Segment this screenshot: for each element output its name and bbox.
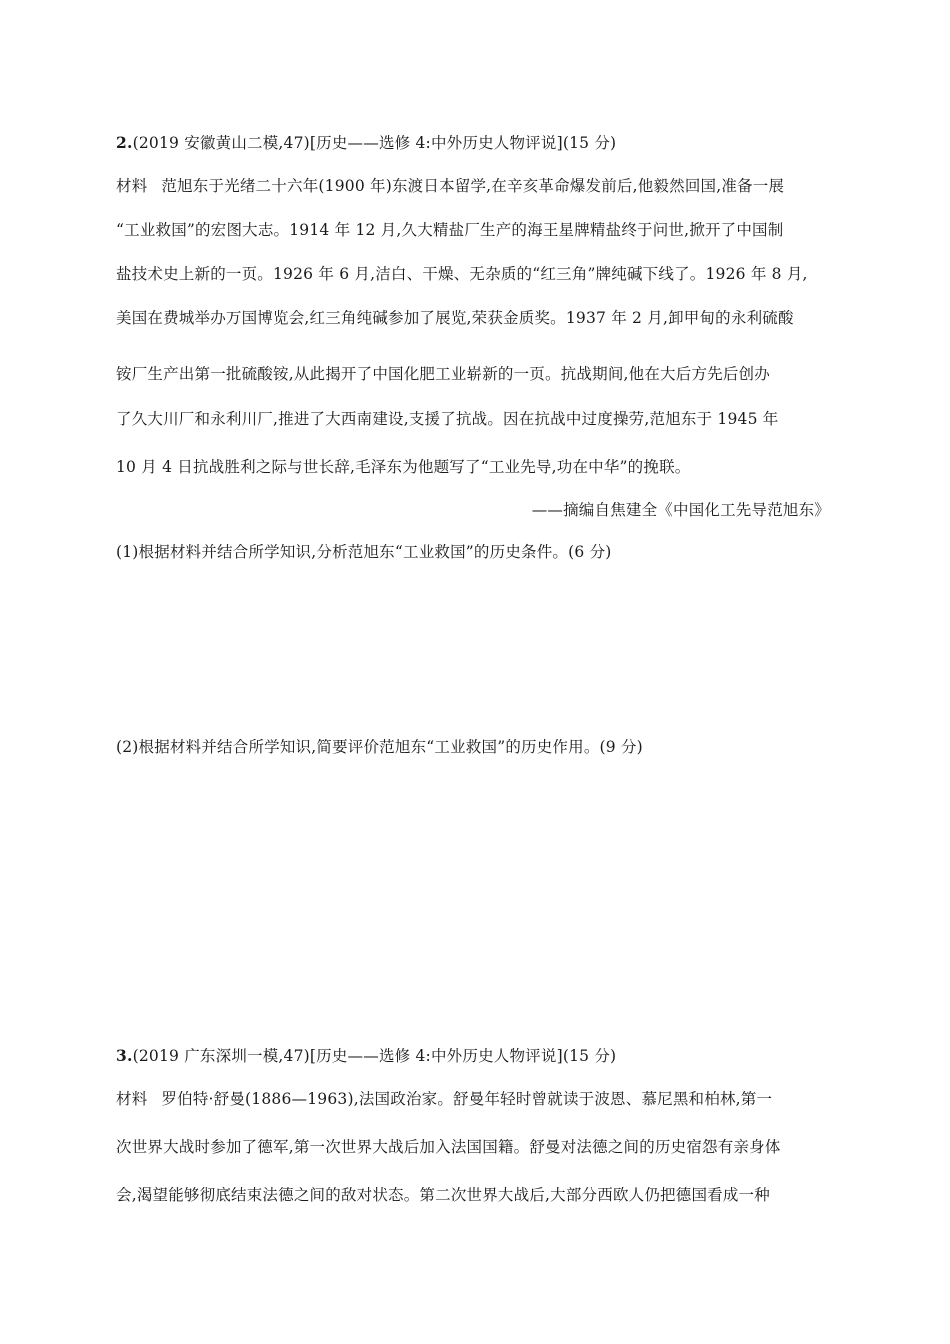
q2-paragraph-line: 盐技术史上新的一页。1926 年 6 月,洁白、干燥、无杂质的“红三角”牌纯碱下线了。1926 年 8 月, (116, 265, 808, 283)
q2-material-line-1 (116, 175, 836, 197)
q2-paragraph-line: 铵厂生产出第一批硫酸铵,从此揭开了中国化肥工业崭新的一页。抗战期间,他在大后方先后创办 (116, 365, 770, 383)
q3-header (116, 1045, 836, 1067)
q2-subquestion-1: (1)根据材料并结合所学知识,分析范旭东“工业救国”的历史条件。(6 分) (116, 543, 612, 561)
q2-source: ——摘编自焦建全《中国化工先导范旭东》 (531, 501, 830, 519)
q2-header-text: (2019 安徽黄山二模,47)[历史——选修 4:中外历史人物评说](15 分) (132, 134, 617, 152)
q2-paragraph-line: 了久大川厂和永利川厂,推进了大西南建设,支援了抗战。因在抗战中过度操劳,范旭东于 1945 年 (116, 410, 779, 428)
q3-number: 3. (116, 1046, 133, 1065)
q2-subquestion-2: (2)根据材料并结合所学知识,简要评价范旭东“工业救国”的历史作用。(9 分) (116, 738, 643, 756)
q2-material-label: 材料 (116, 177, 148, 195)
q3-paragraph-line: 次世界大战时参加了德军,第一次世界大战后加入法国国籍。舒曼对法德之间的历史宿怨有亲身体 (116, 1138, 781, 1156)
q2-header (116, 132, 836, 154)
q3-header-text: (2019 广东深圳一模,47)[历史——选修 4:中外历史人物评说](15 分) (132, 1047, 617, 1065)
q2-paragraph-line: 美国在费城举办万国博览会,红三角纯碱参加了展览,荣获金质奖。1937 年 2 月,卸甲甸的永利硫酸 (116, 309, 794, 327)
q3-paragraph-line: 会,渴望能够彻底结束法德之间的敌对状态。第二次世界大战后,大部分西欧人仍把德国看成一种 (116, 1186, 770, 1204)
q3-paragraph-line: 罗伯特·舒曼(1886—1963),法国政治家。舒曼年轻时曾就读于波恩、慕尼黑和柏林,第一 (161, 1090, 773, 1108)
q2-paragraph-line: 10 月 4 日抗战胜利之际与世长辞,毛泽东为他题写了“工业先导,功在中华”的挽联。 (116, 458, 691, 476)
q3-material-line-1 (116, 1088, 836, 1110)
q3-material-label: 材料 (116, 1090, 148, 1108)
q2-number: 2. (116, 133, 133, 152)
q2-paragraph-line: 范旭东于光绪二十六年(1900 年)东渡日本留学,在辛亥革命爆发前后,他毅然回国,准备一展 (161, 177, 785, 195)
q2-paragraph-line: “工业救国”的宏图大志。1914 年 12 月,久大精盐厂生产的海王星牌精盐终于问世,掀开了中国制 (116, 221, 784, 239)
